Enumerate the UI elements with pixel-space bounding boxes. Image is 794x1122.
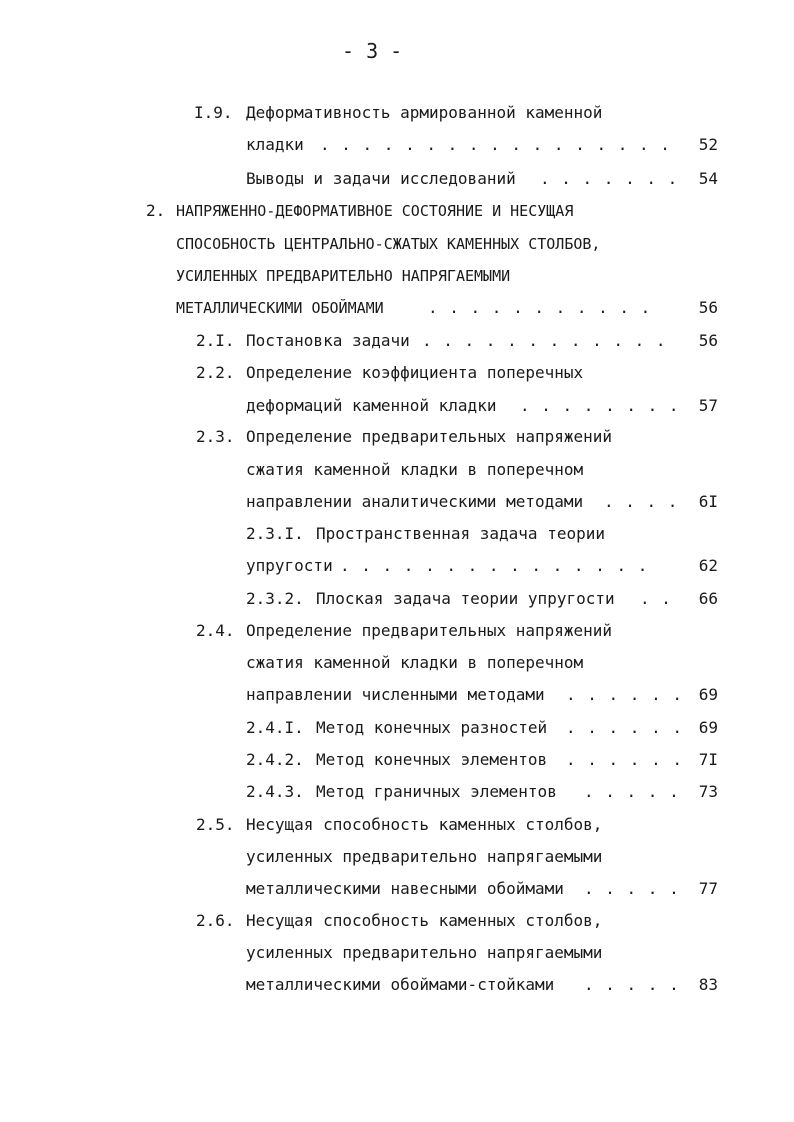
entry-page: 83 — [698, 975, 718, 994]
entry-title-line: НАПРЯЖЕННО-ДЕФОРМАТИВНОЕ СОСТОЯНИЕ И НЕСУЩАЯ — [176, 202, 574, 220]
entry-title-line: кладки — [246, 135, 304, 154]
entry-page: 56 — [698, 298, 718, 317]
entry-title-line: МЕТАЛЛИЧЕСКИМИ ОБОЙМАМИ — [176, 299, 384, 317]
entry-number: 2.2. — [196, 363, 235, 382]
entry-title-line: Несущая способность каменных столбов, — [246, 911, 603, 930]
entry-number: 2.6. — [196, 911, 235, 930]
leader-dots: . . — [640, 589, 672, 608]
leader-dots: . . . . . — [584, 879, 680, 898]
entry-page: 69 — [698, 685, 718, 704]
leader-dots: . . . . . . . . . . . . . . . — [340, 556, 649, 575]
leader-dots: . . . . . . — [566, 750, 683, 769]
entry-title-line: Метод конечных элементов — [316, 750, 548, 769]
entry-number: 2.4.2. — [246, 750, 304, 769]
entry-title-line: металлическими обоймами-стойками — [246, 975, 555, 994]
leader-dots: . . . . . — [584, 782, 680, 801]
entry-title-line: усиленных предварительно напрягаемыми — [246, 847, 603, 866]
entry-title-line: направлении аналитическими методами — [246, 492, 584, 511]
entry-title-line: Несущая способность каменных столбов, — [246, 815, 603, 834]
leader-dots: . . . . . . . . — [520, 396, 680, 415]
entry-page: 73 — [698, 782, 718, 801]
entry-number: 2. — [146, 201, 166, 220]
entry-page: 62 — [698, 556, 718, 575]
entry-number: 2.3.2. — [246, 589, 304, 608]
entry-title-line: усиленных предварительно напрягаемыми — [246, 943, 603, 962]
entry-title-line: Метод граничных элементов — [316, 782, 557, 801]
entry-title-line: направлении численными методами — [246, 685, 545, 704]
leader-dots: . . . . . . . . . . . . . . . . . — [320, 135, 671, 154]
entry-title-line: Метод конечных разностей — [316, 718, 548, 737]
entry-title-line: деформаций каменной кладки — [246, 396, 497, 415]
entry-title-line: Выводы и задачи исследований — [246, 169, 516, 188]
entry-page: 54 — [698, 169, 718, 188]
entry-title-line: Деформативность армированной каменной — [246, 103, 603, 122]
entry-title-line: Плоская задача теории упругости — [316, 589, 615, 608]
leader-dots: . . . . . . . . . . . . — [422, 331, 667, 350]
leader-dots: . . . . . . . . . . . — [428, 298, 652, 317]
entry-number: 2.I. — [196, 331, 235, 350]
entry-number: 2.5. — [196, 815, 235, 834]
entry-page: 56 — [698, 331, 718, 350]
entry-title-line: Определение предварительных напряжений — [246, 621, 613, 640]
entry-page: 77 — [698, 879, 718, 898]
leader-dots: . . . . . . — [566, 718, 683, 737]
entry-title-line: металлическими навесными обоймами — [246, 879, 564, 898]
entry-title-line: сжатия каменной кладки в поперечном — [246, 653, 584, 672]
leader-dots: . . . . . . . — [540, 169, 679, 188]
entry-number: 2.3. — [196, 427, 235, 446]
leader-dots: . . . . . . — [566, 685, 683, 704]
entry-title-line: УСИЛЕННЫХ ПРЕДВАРИТЕЛЬНО НАПРЯГАЕМЫМИ — [176, 267, 511, 285]
entry-number: 2.3.I. — [246, 524, 304, 543]
entry-number: 2.4. — [196, 621, 235, 640]
entry-number: 2.4.3. — [246, 782, 304, 801]
entry-title-line: Постановка задачи — [246, 331, 410, 350]
entry-page: 7I — [698, 750, 718, 769]
entry-title-line: СПОСОБНОСТЬ ЦЕНТРАЛЬНО-СЖАТЫХ КАМЕННЫХ СТОЛБОВ, — [176, 235, 601, 253]
entry-page: 66 — [698, 589, 718, 608]
entry-title-line: Определение предварительных напряжений — [246, 427, 613, 446]
entry-title-line: Определение коэффициента поперечных — [246, 363, 584, 382]
entry-title-line: Пространственная задача теории — [316, 524, 605, 543]
entry-title-line: сжатия каменной кладки в поперечном — [246, 460, 584, 479]
entry-title-line: упругости — [246, 556, 333, 575]
page-number: - 3 - — [342, 39, 403, 63]
entry-number: 2.4.I. — [246, 718, 304, 737]
entry-page: 52 — [698, 135, 718, 154]
entry-page: 6I — [698, 492, 718, 511]
leader-dots: . . . . — [604, 492, 679, 511]
leader-dots: . . . . . — [584, 975, 680, 994]
entry-page: 57 — [698, 396, 718, 415]
entry-page: 69 — [698, 718, 718, 737]
entry-number: I.9. — [194, 103, 233, 122]
